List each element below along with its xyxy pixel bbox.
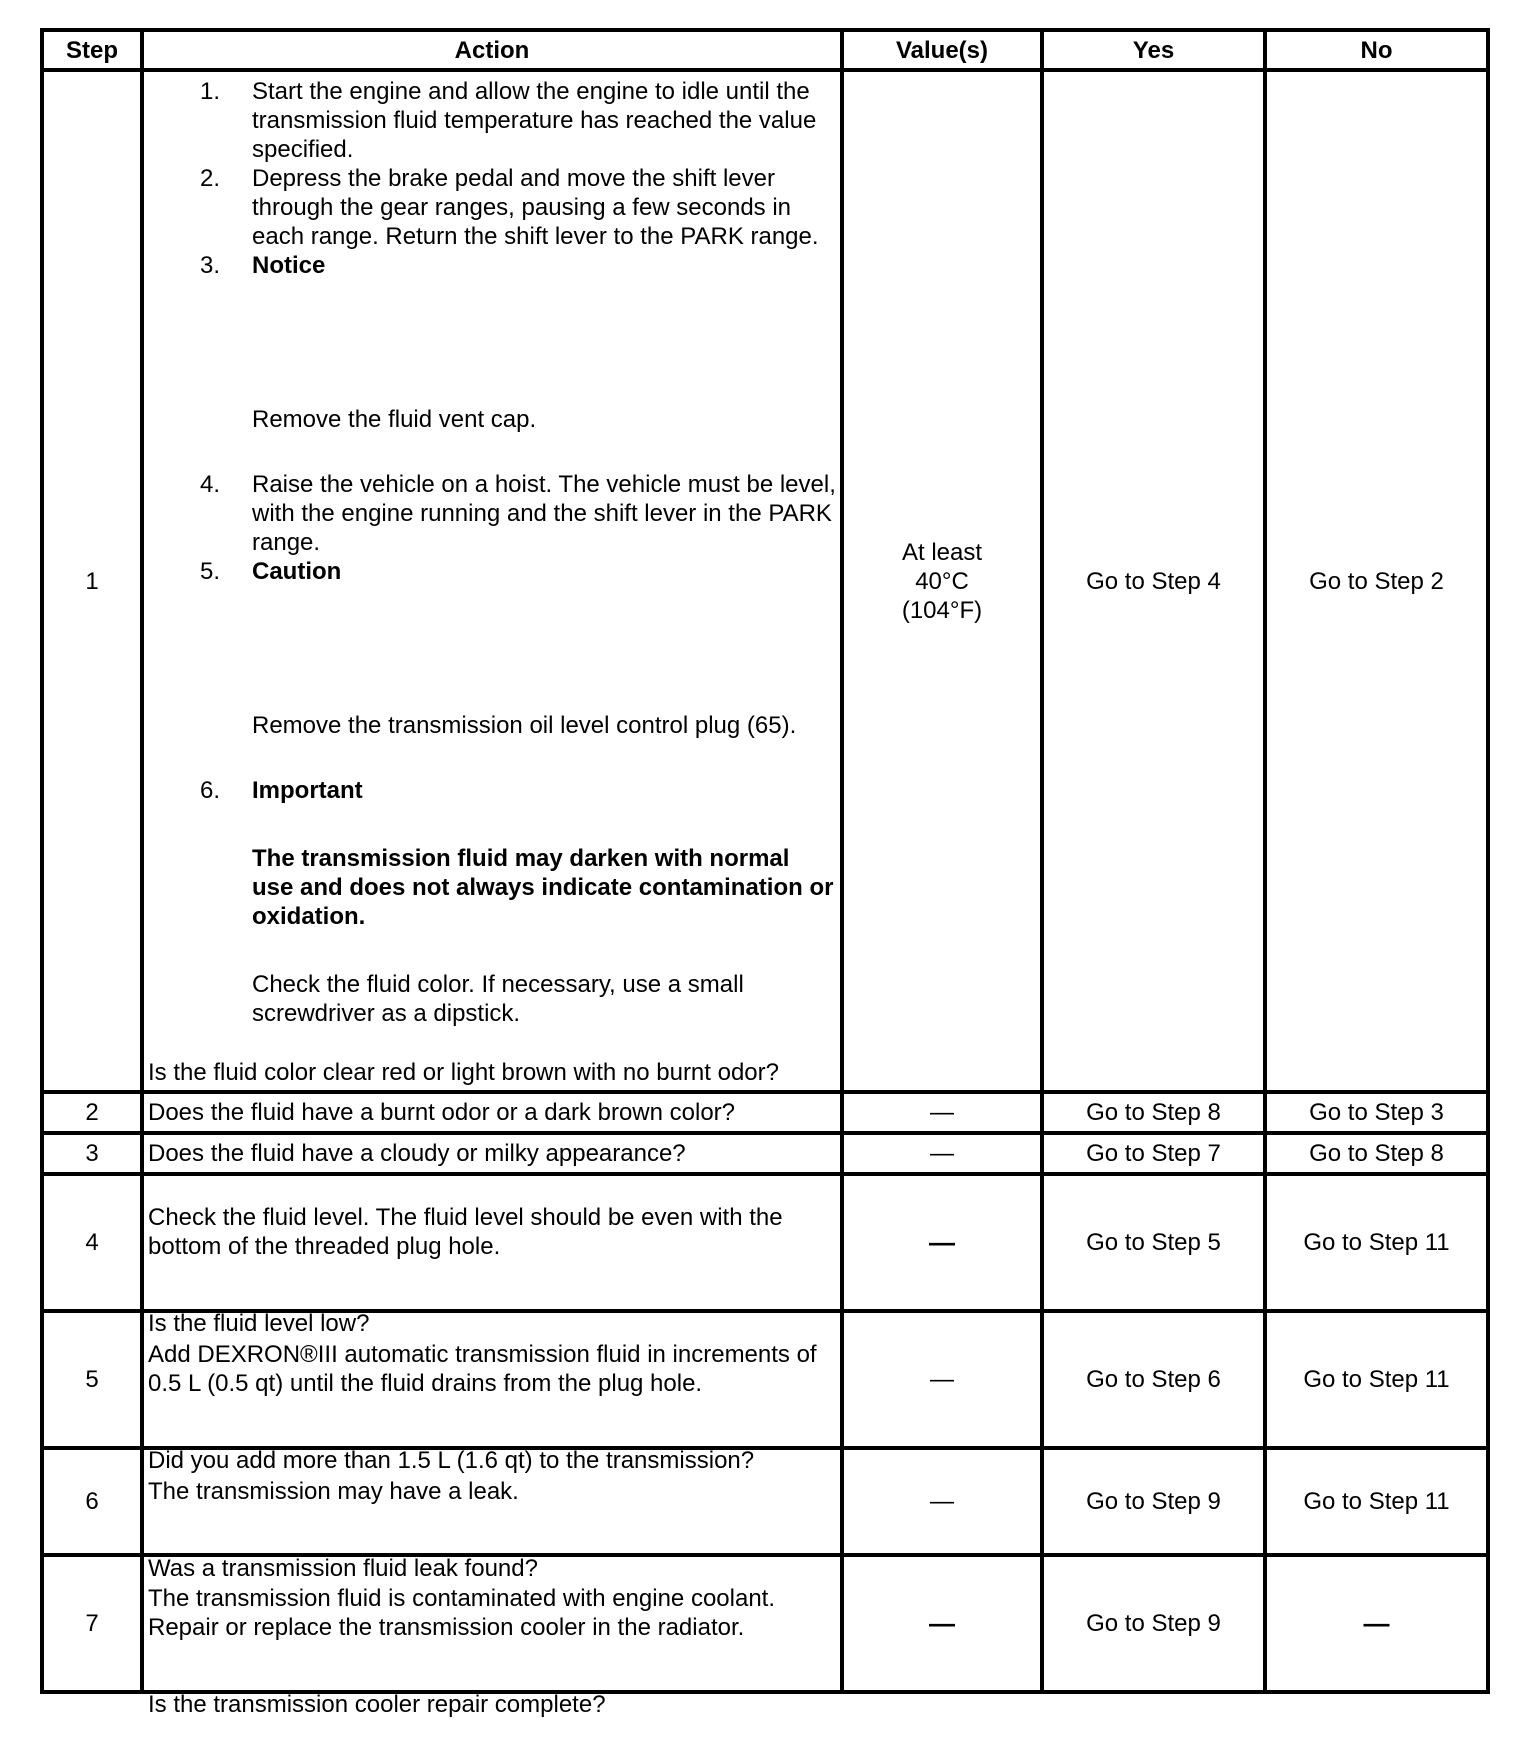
list-item: 3. Notice Remove the fluid vent cap. <box>200 252 537 433</box>
no-cell: Go to Step 2 <box>1265 70 1488 1092</box>
header-values: Value(s) <box>842 30 1042 70</box>
yes-cell: Go to Step 4 <box>1042 70 1265 1092</box>
no-cell: Go to Step 3 <box>1265 1092 1488 1133</box>
value-cell: At least 40°C (104°F) <box>842 70 1042 1092</box>
step-number: 2 <box>42 1092 142 1133</box>
step-text: Check the fluid color. If necessary, use a small screwdriver as a dipstick. <box>252 971 744 1027</box>
table-row <box>42 1174 1488 1311</box>
step-number: 4 <box>42 1174 142 1311</box>
yes-cell: Go to Step 8 <box>1042 1092 1265 1133</box>
no-cell: Go to Step 11 <box>1265 1448 1488 1555</box>
value-cell: — <box>842 1555 1042 1692</box>
yes-cell: Go to Step 5 <box>1042 1174 1265 1311</box>
value-cell: — <box>842 1092 1042 1133</box>
important-label: Important <box>252 777 363 804</box>
list-item: 4. Raise the vehicle on a hoist. The vehicle must be level, with the engine running and the shift lever in the PARK range. <box>200 471 836 556</box>
header-no: No <box>1265 30 1488 70</box>
notice-label: Notice <box>252 252 326 279</box>
header-row <box>42 30 1488 70</box>
action-text: The transmission fluid is contaminated with engine coolant. Repair or replace the transmission cooler in the radiator. <box>148 1585 775 1641</box>
step-number: 5 <box>42 1311 142 1448</box>
list-item: 6. Important The transmission fluid may darken with normal use and does not always indicate contamination or oxidation. Check the fluid color. If necessary, use a small screwdriver as a dipstick. <box>148 776 836 1028</box>
list-item: 1. Start the engine and allow the engine to idle until the transmission fluid temperature has reached the value specified. <box>200 78 817 163</box>
value-cell: — <box>842 1174 1042 1311</box>
step-number: 7 <box>42 1555 142 1692</box>
action-text: Check the fluid level. The fluid level should be even with the bottom of the threaded plug hole. <box>148 1204 783 1260</box>
table-row <box>42 1092 1488 1133</box>
question-text: Is the fluid color clear red or light brown with no burnt odor? <box>148 1059 779 1086</box>
yes-cell: Go to Step 9 <box>1042 1448 1265 1555</box>
no-cell: Go to Step 11 <box>1265 1311 1488 1448</box>
caution-label: Caution <box>252 558 342 585</box>
step-text: Remove the fluid vent cap. <box>252 406 537 433</box>
value-cell: — <box>842 1133 1042 1174</box>
procedure-list <box>148 77 836 1028</box>
action-cell <box>142 1174 842 1337</box>
action-cell <box>142 70 842 1092</box>
value-cell: — <box>842 1311 1042 1448</box>
step-number: 6 <box>42 1448 142 1555</box>
header-yes: Yes <box>1042 30 1265 70</box>
question-text: Is the fluid level low? <box>148 1310 370 1337</box>
step-text: Remove the transmission oil level control plug (65). <box>252 712 797 739</box>
table-row <box>42 70 1488 1092</box>
action-text: The transmission may have a leak. <box>148 1478 519 1505</box>
step-number: 3 <box>42 1133 142 1174</box>
yes-cell: Go to Step 6 <box>1042 1311 1265 1448</box>
header-step: Step <box>42 30 142 70</box>
value-cell: — <box>842 1448 1042 1555</box>
header-action: Action <box>142 30 842 70</box>
action-text: Add DEXRON®III automatic transmission fluid in increments of 0.5 L (0.5 qt) until the fluid drains from the plug hole. <box>148 1341 817 1397</box>
no-cell: Go to Step 8 <box>1265 1133 1488 1174</box>
table-row <box>42 1133 1488 1174</box>
no-cell: Go to Step 11 <box>1265 1174 1488 1311</box>
yes-cell: Go to Step 7 <box>1042 1133 1265 1174</box>
diagnostic-table <box>40 28 1490 1718</box>
question-text: Was a transmission fluid leak found? <box>148 1555 538 1582</box>
question-text: Does the fluid have a cloudy or milky appearance? <box>142 1133 842 1174</box>
question-text: Did you add more than 1.5 L (1.6 qt) to the transmission? <box>148 1447 755 1474</box>
list-item: 2. Depress the brake pedal and move the shift lever through the gear ranges, pausing a few seconds in each range. Return the shift lever to the PARK range. <box>200 165 819 250</box>
no-cell: — <box>1265 1555 1488 1692</box>
yes-cell: Go to Step 9 <box>1042 1555 1265 1692</box>
step-number: 1 <box>42 70 142 1092</box>
question-text: Does the fluid have a burnt odor or a dark brown color? <box>142 1092 842 1133</box>
list-item: 5. Caution Remove the transmission oil level control plug (65). <box>200 558 797 739</box>
question-text: Is the transmission cooler repair complete? <box>148 1691 606 1718</box>
important-note: The transmission fluid may darken with normal use and does not always indicate contamination or oxidation. <box>252 845 834 930</box>
